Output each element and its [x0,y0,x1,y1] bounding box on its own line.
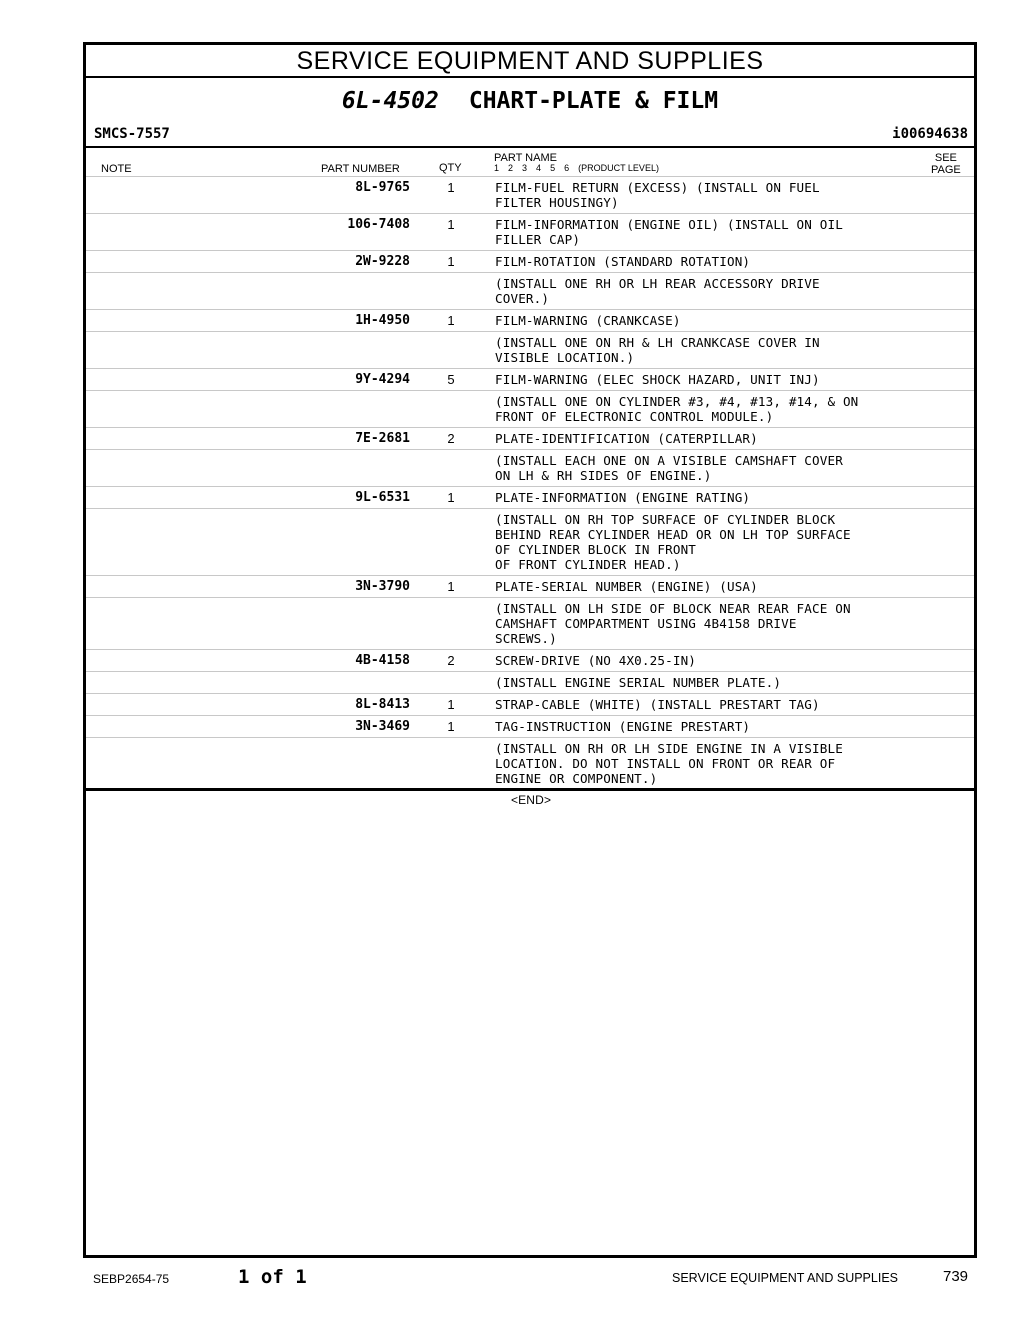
qty-cell: 5 [447,372,455,387]
part-number-cell: 4B-4158 [355,653,410,668]
table-row [86,250,974,272]
product-level-4: 4 [536,163,542,173]
part-name-cell: (INSTALL ON LH SIDE OF BLOCK NEAR REAR FACE ON CAMSHAFT COMPARTMENT USING 4B4158 DRIVE SCREWS.) [495,601,851,646]
part-name-cell: (INSTALL ONE RH OR LH REAR ACCESSORY DRIVE COVER.) [495,276,820,306]
section-title: SERVICE EQUIPMENT AND SUPPLIES [86,45,974,78]
column-header-product-levels [494,163,668,173]
frame-divider [86,788,974,791]
table-row [86,331,974,368]
product-level-label: (PRODUCT LEVEL) [578,163,659,173]
part-name-cell: FILM-WARNING (CRANKCASE) [495,313,681,328]
product-level-2: 2 [508,163,514,173]
part-number-cell: 9Y-4294 [355,372,410,387]
part-name-cell: FILM-INFORMATION (ENGINE OIL) (INSTALL ON OIL FILLER CAP) [495,217,843,247]
qty-cell: 1 [447,490,455,505]
table-row [86,176,974,213]
part-name-cell: (INSTALL ON RH TOP SURFACE OF CYLINDER BLOCK BEHIND REAR CYLINDER HEAD OR ON LH TOP SURFACE OF CYLINDER BLOCK IN FRONT OF FRONT CYLINDER HEAD.) [495,512,851,572]
table-row [86,272,974,309]
part-name-cell: FILM-WARNING (ELEC SHOCK HAZARD, UNIT INJ) [495,372,820,387]
product-level-1: 1 [494,163,500,173]
see-page-line-1: SEE [934,152,957,164]
table-row [86,575,974,597]
part-title [86,88,974,114]
part-number-cell: 3N-3469 [355,719,410,734]
part-name-cell: (INSTALL EACH ONE ON A VISIBLE CAMSHAFT COVER ON LH & RH SIDES OF ENGINE.) [495,453,843,483]
table-row [86,737,974,789]
table-row [86,649,974,671]
qty-cell: 1 [447,579,455,594]
header-divider [86,146,974,148]
column-header-qty: QTY [439,162,462,174]
illustration-id: i00694638 [892,126,968,142]
column-header-see-page [931,152,961,176]
qty-cell: 1 [447,313,455,328]
table-row [86,508,974,575]
product-level-5: 5 [550,163,556,173]
part-number-cell: 106-7408 [347,217,410,232]
parts-table [86,176,974,829]
table-row [86,213,974,250]
product-level-6: 6 [564,163,570,173]
table-row [86,597,974,649]
part-name-cell: PLATE-SERIAL NUMBER (ENGINE) (USA) [495,579,758,594]
part-number-cell: 9L-6531 [355,490,410,505]
column-header-part-name: PART NAME [494,152,557,164]
title-part-name: CHART-PLATE & FILM [468,88,719,114]
part-name-cell: (INSTALL ONE ON CYLINDER #3, #4, #13, #14, & ON FRONT OF ELECTRONIC CONTROL MODULE.) [495,394,859,424]
parts-list-frame [83,42,977,1258]
part-name-cell: SCREW-DRIVE (NO 4X0.25-IN) [495,653,697,668]
smcs-code: SMCS-7557 [94,126,170,142]
table-row [86,427,974,449]
footer-page-number: 739 [943,1268,969,1285]
title-part-number: 6L-4502 [341,88,439,114]
column-header-part-number: PART NUMBER [321,163,400,175]
part-number-cell: 1H-4950 [355,313,410,328]
qty-cell: 1 [447,719,455,734]
qty-cell: 2 [447,653,455,668]
part-name-cell: PLATE-IDENTIFICATION (CATERPILLAR) [495,431,758,446]
qty-cell: 1 [447,254,455,269]
footer-doc-number: SEBP2654-75 [93,1272,170,1286]
part-name-cell: (INSTALL ENGINE SERIAL NUMBER PLATE.) [495,675,782,690]
table-end-row [86,789,974,829]
qty-cell: 1 [447,180,455,195]
table-row [86,390,974,427]
table-row [86,309,974,331]
footer-page-of: 1 of 1 [238,1266,307,1288]
part-name-cell: (INSTALL ONE ON RH & LH CRANKCASE COVER IN VISIBLE LOCATION.) [495,335,820,365]
table-row [86,486,974,508]
column-header-note: NOTE [101,163,132,175]
table-row [86,715,974,737]
part-name-cell: TAG-INSTRUCTION (ENGINE PRESTART) [495,719,751,734]
end-marker: <END> [511,793,552,807]
footer-section: SERVICE EQUIPMENT AND SUPPLIES [672,1271,898,1285]
part-number-cell: 7E-2681 [355,431,410,446]
product-level-3: 3 [522,163,528,173]
table-row [86,693,974,715]
part-name-cell: FILM-FUEL RETURN (EXCESS) (INSTALL ON FUEL FILTER HOUSINGY) [495,180,820,210]
table-row [86,671,974,693]
see-page-line-2: PAGE [931,164,961,176]
part-name-cell: FILM-ROTATION (STANDARD ROTATION) [495,254,751,269]
qty-cell: 1 [447,697,455,712]
part-name-cell: (INSTALL ON RH OR LH SIDE ENGINE IN A VISIBLE LOCATION. DO NOT INSTALL ON FRONT OR REAR OF ENGINE OR COMPONENT.) [495,741,843,786]
part-number-cell: 3N-3790 [355,579,410,594]
table-row [86,449,974,486]
part-number-cell: 2W-9228 [355,254,410,269]
qty-cell: 2 [447,431,455,446]
qty-cell: 1 [447,217,455,232]
part-name-cell: STRAP-CABLE (WHITE) (INSTALL PRESTART TAG) [495,697,820,712]
part-name-cell: PLATE-INFORMATION (ENGINE RATING) [495,490,751,505]
part-number-cell: 8L-9765 [355,180,410,195]
part-number-cell: 8L-8413 [355,697,410,712]
table-row [86,368,974,390]
